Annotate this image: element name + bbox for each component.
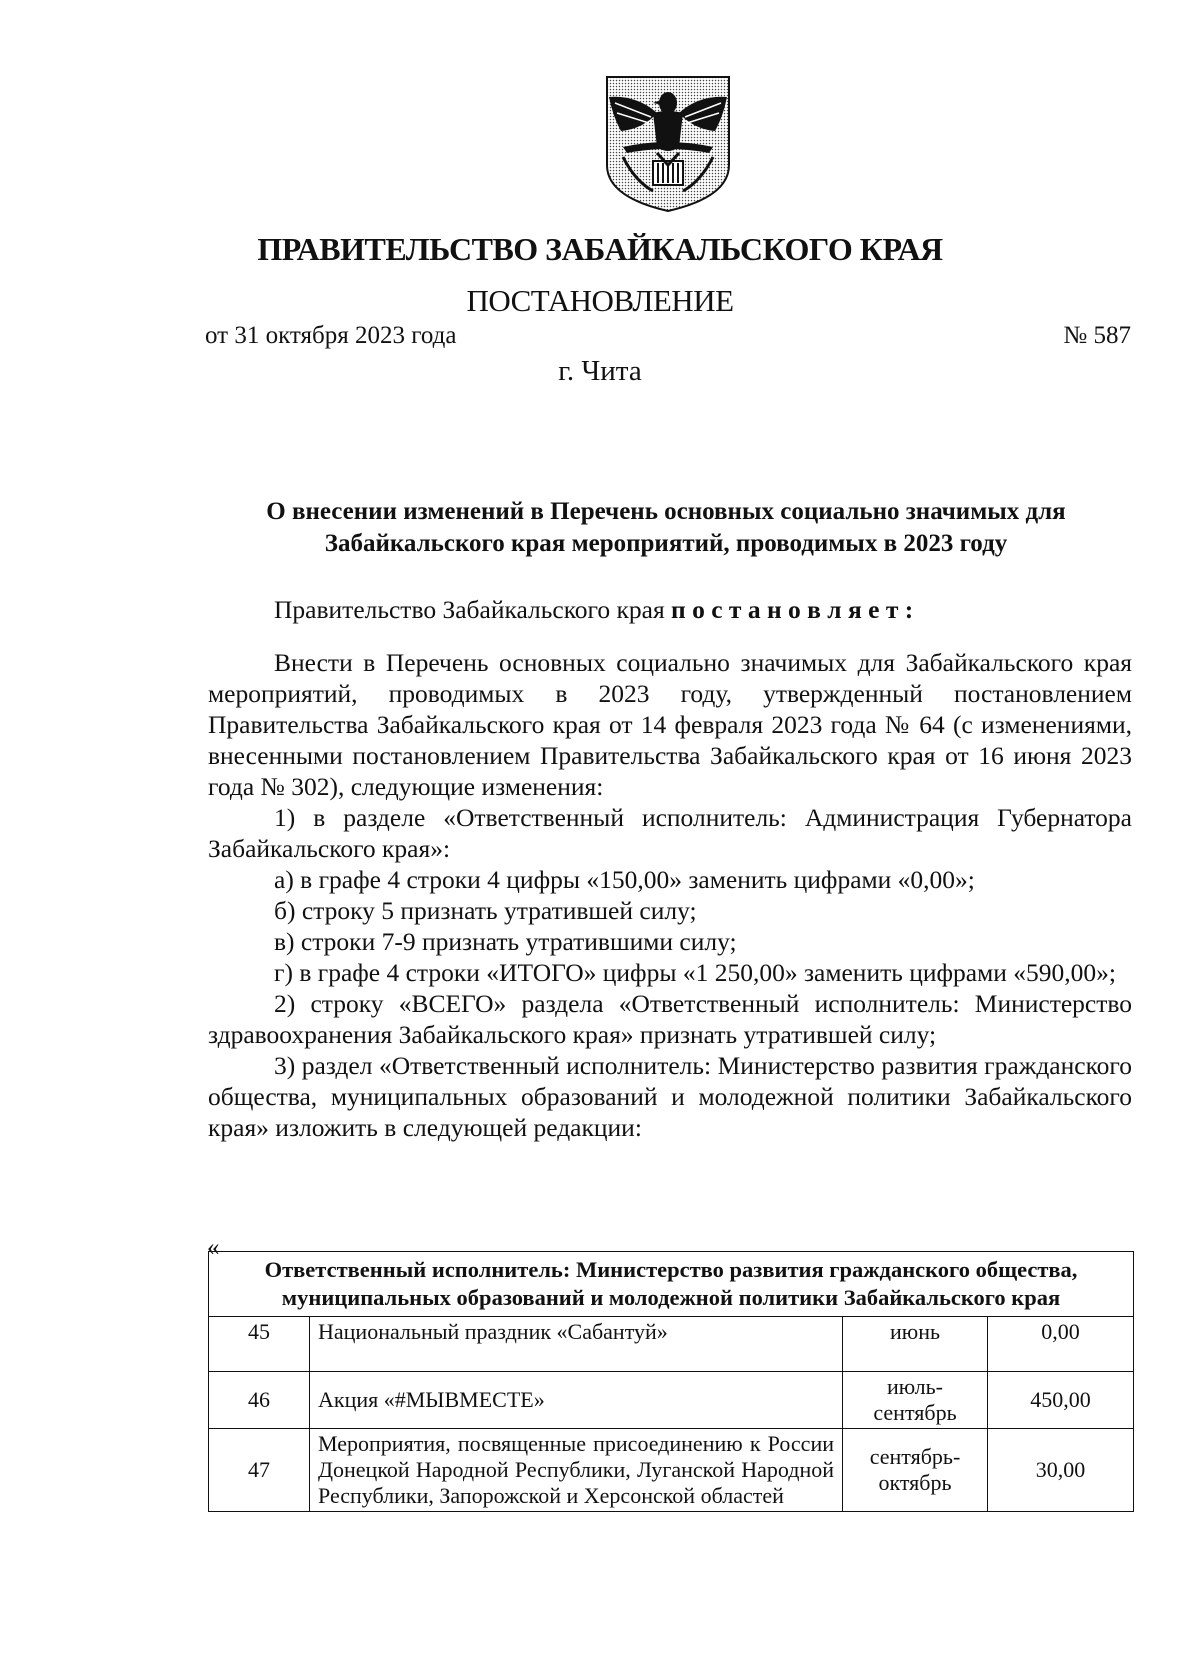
table-row — [209, 1429, 1134, 1512]
table-header-row — [209, 1252, 1134, 1317]
row-name: Национальный праздник «Сабантуй» — [310, 1317, 843, 1372]
item-1: 1) в разделе «Ответственный исполнитель: Администрация Губернатора Забайкальского края»: — [208, 803, 1132, 863]
row-number: 46 — [209, 1372, 310, 1429]
heading-line-1: О внесении изменений в Перечень основных социально значимых для — [266, 498, 1066, 525]
row-sum: 0,00 — [988, 1317, 1134, 1372]
heading-line-2: Забайкальского края мероприятий, проводимых в 2023 году — [324, 530, 1008, 557]
row-sum: 30,00 — [988, 1429, 1134, 1512]
item-2: 2) строку «ВСЕГО» раздела «Ответственный исполнитель: Министерство здравоохранения Забайкальского края» признать утратившей силу; — [208, 989, 1132, 1049]
coat-of-arms-icon — [603, 73, 733, 213]
document-heading — [200, 496, 1132, 560]
quote-open: « — [207, 1234, 220, 1261]
row-name: Акция «#МЫВМЕСТЕ» — [310, 1372, 843, 1429]
row-period — [843, 1429, 988, 1512]
table-row — [209, 1372, 1134, 1429]
row-period-line-2: октябрь — [878, 1470, 952, 1495]
row-number: 45 — [209, 1317, 310, 1372]
document-body — [208, 594, 1132, 1143]
table-header-cell — [209, 1252, 1134, 1317]
item-3: 3) раздел «Ответственный исполнитель: Министерство развития гражданского общества, муниципальных образований и молодежной политики Забайкальского края» изложить в следующей редакции: — [208, 1051, 1132, 1142]
government-title: ПРАВИТЕЛЬСТВО ЗАБАЙКАЛЬСКОГО КРАЯ — [257, 231, 943, 267]
item-1b: б) строку 5 признать утратившей силу; — [274, 896, 697, 925]
table-row — [209, 1317, 1134, 1372]
row-period-line-2: сентябрь — [873, 1400, 957, 1425]
amendment-table — [208, 1251, 1134, 1512]
document-type: ПОСТАНОВЛЕНИЕ — [466, 283, 734, 318]
row-number: 47 — [209, 1429, 310, 1512]
item-1c: в) строки 7-9 признать утратившими силу; — [274, 927, 737, 956]
row-period-line-1: сентябрь- — [869, 1444, 961, 1469]
item-1d: г) в графе 4 строки «ИТОГО» цифры «1 250,00» заменить цифрами «590,00»; — [274, 958, 1116, 987]
document-date: от 31 октября 2023 года — [205, 322, 457, 349]
document-number: № 587 — [1063, 322, 1131, 349]
row-name: Мероприятия, посвященные присоединению к России Донецкой Народной Республики, Луганской Народной Республики, Запорожской и Херсонской областей — [310, 1429, 843, 1512]
row-period: июнь — [843, 1317, 988, 1372]
resolves-word: п о с т а н о в л я е т : — [671, 595, 914, 624]
item-1a: а) в графе 4 строки 4 цифры «150,00» заменить цифрами «0,00»; — [274, 865, 975, 894]
resolves-paragraph — [208, 594, 1132, 625]
row-sum: 450,00 — [988, 1372, 1134, 1429]
row-period-line-1: июль- — [887, 1374, 943, 1399]
table-header-line-2: муниципальных образований и молодежной политики Забайкальского края — [281, 1285, 1061, 1310]
document-city: г. Чита — [558, 355, 642, 387]
intro-paragraph: Внести в Перечень основных социально значимых для Забайкальского края мероприятий, проводимых в 2023 году, утвержденный постановлением Правительства Забайкальского края от 14 февраля 2023 года № 64 (с изменениями, внесенными постановлением Правительства Забайкальского края от 16 июня 2023 года № 302), следующие изменения: — [208, 648, 1132, 801]
table-header-line-1: Ответственный исполнитель: Министерство развития гражданского общества, — [264, 1257, 1078, 1282]
resolves-prefix: Правительство Забайкальского края — [274, 595, 672, 624]
row-period — [843, 1372, 988, 1429]
